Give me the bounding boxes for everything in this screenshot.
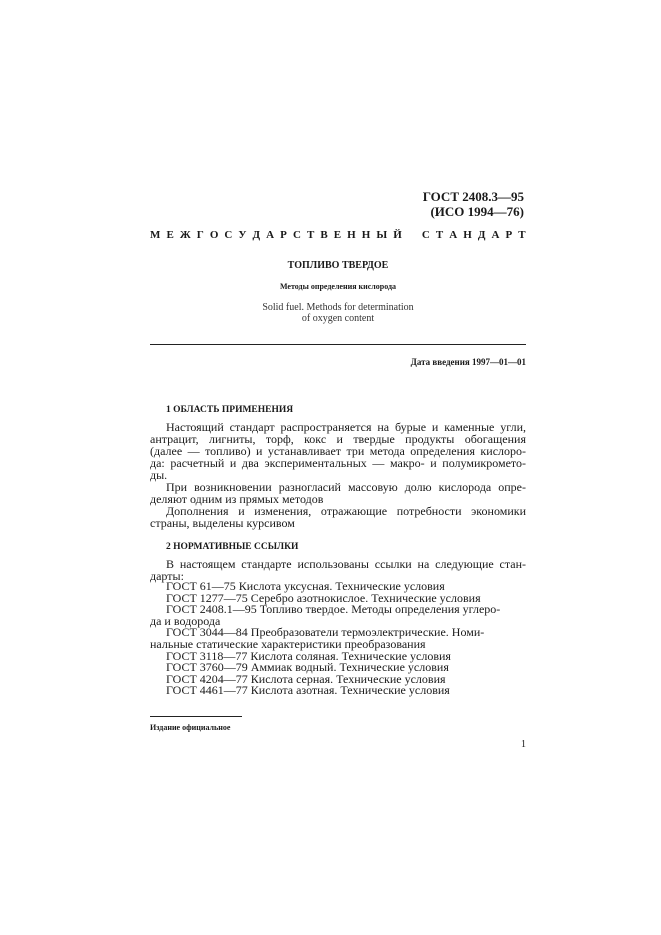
- banner-letter: А: [491, 229, 500, 241]
- normative-references-list: [150, 581, 526, 697]
- banner-letter: Н: [347, 229, 356, 241]
- banner-letter: С: [421, 229, 430, 241]
- text-line: дарты:: [150, 569, 184, 583]
- text-line: да: расчетный и два экспериментальных — макро- и полумикромето-: [150, 456, 526, 470]
- title-divider: [150, 344, 526, 345]
- page-number: 1: [521, 739, 526, 750]
- banner-letter: Ж: [179, 229, 191, 241]
- interstate-standard-banner: [150, 229, 526, 241]
- text-line: При возникновении разногласий массовую долю кислорода опре-: [166, 480, 526, 494]
- reference-item: ГОСТ 4461—77 Кислота азотная. Технические условия: [166, 683, 450, 698]
- banner-letter: Е: [333, 229, 342, 241]
- introduction-date: Дата введения 1997—01—01: [410, 357, 526, 367]
- banner-letter: А: [266, 229, 275, 241]
- footer-divider: [150, 716, 242, 717]
- english-title: [150, 302, 526, 324]
- text-line: антрацит, лигниты, торф, кокс и твердые продукты обогащения: [150, 432, 526, 446]
- banner-letter: Д: [477, 229, 486, 241]
- banner-letter: О: [209, 229, 219, 241]
- banner-letter: Г: [196, 229, 204, 241]
- reference-item: ГОСТ 4204—77 Кислота серная. Технические условия: [166, 671, 446, 686]
- reference-item: ГОСТ 2408.1—95 Топливо твердое. Методы определения углеро-: [166, 602, 501, 617]
- banner-letter: В: [320, 229, 328, 241]
- banner-letter: С: [292, 229, 301, 241]
- section-1-body: [150, 421, 526, 529]
- banner-letter: Т: [518, 229, 526, 241]
- section-1-heading: 1 ОБЛАСТЬ ПРИМЕНЕНИЯ: [166, 405, 294, 415]
- iso-code: (ИСО 1994—76): [430, 204, 524, 219]
- banner-letter: Р: [280, 229, 287, 241]
- document-title: ТОПЛИВО ТВЕРДОЕ: [287, 260, 389, 271]
- english-title-line: of oxygen content: [301, 313, 375, 324]
- reference-item: ГОСТ 3044—84 Преобразователи термоэлектрические. Номи-: [166, 625, 485, 640]
- banner-letter: Т: [435, 229, 444, 241]
- banner-letter: Д: [252, 229, 261, 241]
- reference-item: ГОСТ 1277—75 Серебро азотнокислое. Технические условия: [166, 590, 481, 605]
- banner-letter: Н: [463, 229, 472, 241]
- text-line: В настоящем стандарте использованы ссылки на следующие стан-: [166, 557, 526, 571]
- banner-letter: Е: [166, 229, 174, 241]
- banner-letter: Т: [306, 229, 315, 241]
- banner-letter: Ы: [376, 229, 388, 241]
- reference-item: ГОСТ 3118—77 Кислота соляная. Технические условия: [166, 648, 451, 663]
- gost-code: ГОСТ 2408.3—95: [422, 189, 524, 204]
- section-2-heading: 2 НОРМАТИВНЫЕ ССЫЛКИ: [166, 542, 299, 552]
- official-edition-label: Издание официальное: [150, 723, 231, 732]
- banner-letter: М: [150, 229, 161, 241]
- reference-item-continuation: да и водорода: [150, 613, 221, 628]
- banner-letter: А: [449, 229, 458, 241]
- banner-letter: У: [238, 229, 247, 241]
- banner-space: [408, 229, 416, 241]
- banner-letter: Й: [393, 229, 402, 241]
- reference-item: ГОСТ 61—75 Кислота уксусная. Технические условия: [166, 579, 445, 593]
- text-line: страны, выделены курсивом: [150, 516, 295, 530]
- text-line: Настоящий стандарт распространяется на бурые и каменные угли,: [166, 420, 526, 434]
- text-line: деляют одним из прямых методов: [150, 492, 324, 506]
- interstate-standard-full: [0, 0, 1, 1]
- reference-item: ГОСТ 3760—79 Аммиак водный. Технические условия: [166, 660, 449, 675]
- reference-item-continuation: нальные статические характеристики преобразования: [150, 636, 426, 651]
- text-line: Дополнения и изменения, отражающие потребности экономики: [166, 504, 526, 518]
- banner-letter: Н: [361, 229, 371, 241]
- english-title-line: Solid fuel. Methods for determination: [262, 302, 414, 313]
- banner-letter: Р: [505, 229, 513, 241]
- document-subtitle: Методы определения кислорода: [279, 282, 397, 291]
- text-line: ды.: [150, 468, 168, 482]
- text-line: (далее — топливо) и устанавливает три метода определения кислоро-: [150, 444, 526, 458]
- banner-letter: С: [224, 229, 233, 241]
